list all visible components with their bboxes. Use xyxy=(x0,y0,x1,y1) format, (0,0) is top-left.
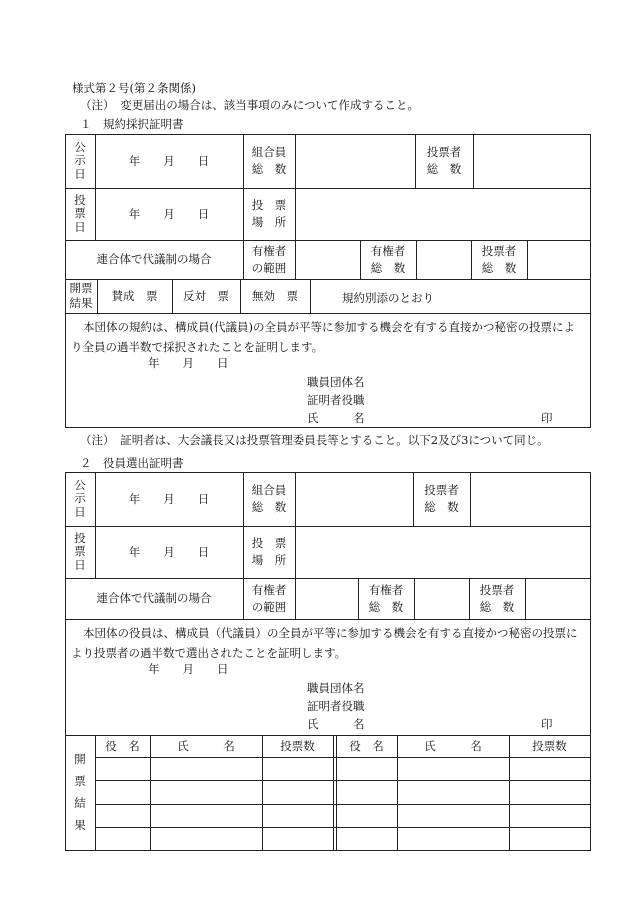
s1-vote-place-label: 投 票 場 所 xyxy=(251,198,287,229)
s1-seal-mark: 印 xyxy=(541,411,553,425)
s2-name-label: 氏 名 xyxy=(307,717,365,731)
s1-public-date-label: 公 示 日 xyxy=(74,140,86,181)
s2-results-header-name-1: 氏 名 xyxy=(177,738,235,753)
s2-results-header-role-2: 役 名 xyxy=(349,738,384,753)
s2-public-date-value: 年 月 日 xyxy=(128,491,210,506)
s1-cert-date: 年 月 日 xyxy=(148,356,229,370)
s1-invalid-votes: 無効 票 xyxy=(252,288,298,303)
s2-member-total-label: 組合員 総 数 xyxy=(251,483,287,514)
s1-against-votes: 反対 票 xyxy=(183,288,229,303)
s1-member-total-label: 組合員 総 数 xyxy=(251,145,287,176)
section2-title: ２ 役員選出証明書 xyxy=(80,456,184,470)
s2-results-header-role-1: 役 名 xyxy=(105,738,140,753)
s1-name-label: 氏 名 xyxy=(307,411,365,425)
s1-voter-total-label2: 投票者 総 数 xyxy=(481,243,517,275)
s1-vote-date-value: 年 月 日 xyxy=(128,206,210,221)
s1-eligible-total-label: 有権者 総 数 xyxy=(370,243,406,275)
s2-seal-mark: 印 xyxy=(541,717,553,731)
header-note: （注） 変更届出の場合は、該当事項のみについて作成すること。 xyxy=(80,98,420,112)
s1-org-name-label: 職員団体名 xyxy=(307,375,365,389)
s1-vote-date-label: 投 票 日 xyxy=(74,193,86,234)
s1-voter-total-label: 投票者 総 数 xyxy=(426,145,462,176)
s1-for-votes: 賛成 票 xyxy=(111,288,158,303)
s2-results-header-name-2: 氏 名 xyxy=(424,738,482,753)
s2-cert-date: 年 月 日 xyxy=(148,662,229,676)
s2-org-name-label: 職員団体名 xyxy=(307,681,365,695)
s2-voter-total-label: 投票者 総 数 xyxy=(424,483,459,514)
s1-rules-note: 規約別添のとおり xyxy=(342,291,434,305)
s2-vote-date-label: 投 票 日 xyxy=(74,531,86,572)
s1-certifier-title-label: 証明者役職 xyxy=(307,393,365,407)
s2-federation-label: 連合体で代議制の場合 xyxy=(96,591,212,606)
s1-public-date-value: 年 月 日 xyxy=(128,153,210,168)
note2: （注） 証明者は、大会議長又は投票管理委員長等とすること。以下2及び3について同じ。 xyxy=(80,433,549,447)
s1-eligible-scope-label: 有権者 の範囲 xyxy=(251,243,287,275)
s2-vote-date-value: 年 月 日 xyxy=(128,544,210,559)
s1-result-label: 開票 結果 xyxy=(69,281,93,310)
s2-eligible-scope-label: 有権者 の範囲 xyxy=(251,582,287,614)
s2-voter-total-label2: 投票者 総 数 xyxy=(479,582,515,614)
s2-certifier-title-label: 証明者役職 xyxy=(307,699,365,713)
form-number: 様式第２号(第２条関係) xyxy=(72,81,196,95)
s2-result-label: 開 票 結 果 xyxy=(74,752,86,832)
s2-public-date-label: 公 示 日 xyxy=(74,478,86,519)
s2-vote-place-label: 投 票 場 所 xyxy=(251,536,287,567)
s2-results-header-votes-2: 投票数 xyxy=(532,738,567,753)
section1-title: １ 規約採択証明書 xyxy=(80,117,184,131)
s2-results-header-votes-1: 投票数 xyxy=(280,738,315,753)
s1-federation-label: 連合体で代議制の場合 xyxy=(96,252,212,267)
s1-certification-text: 本団体の規約は、構成員(代議員)の全員が平等に参加する機会を有する直接かつ秘密の投票により全員の過半数で採択されたことを証明します。 xyxy=(71,320,575,354)
s2-eligible-total-label: 有権者 総 数 xyxy=(368,582,404,614)
s2-certification-text: 本団体の役員は、構成員（代議員）の全員が平等に参加する機会を有する直接かつ秘密の投票により投票者の過半数で選出されたことを証明します。 xyxy=(71,626,578,660)
